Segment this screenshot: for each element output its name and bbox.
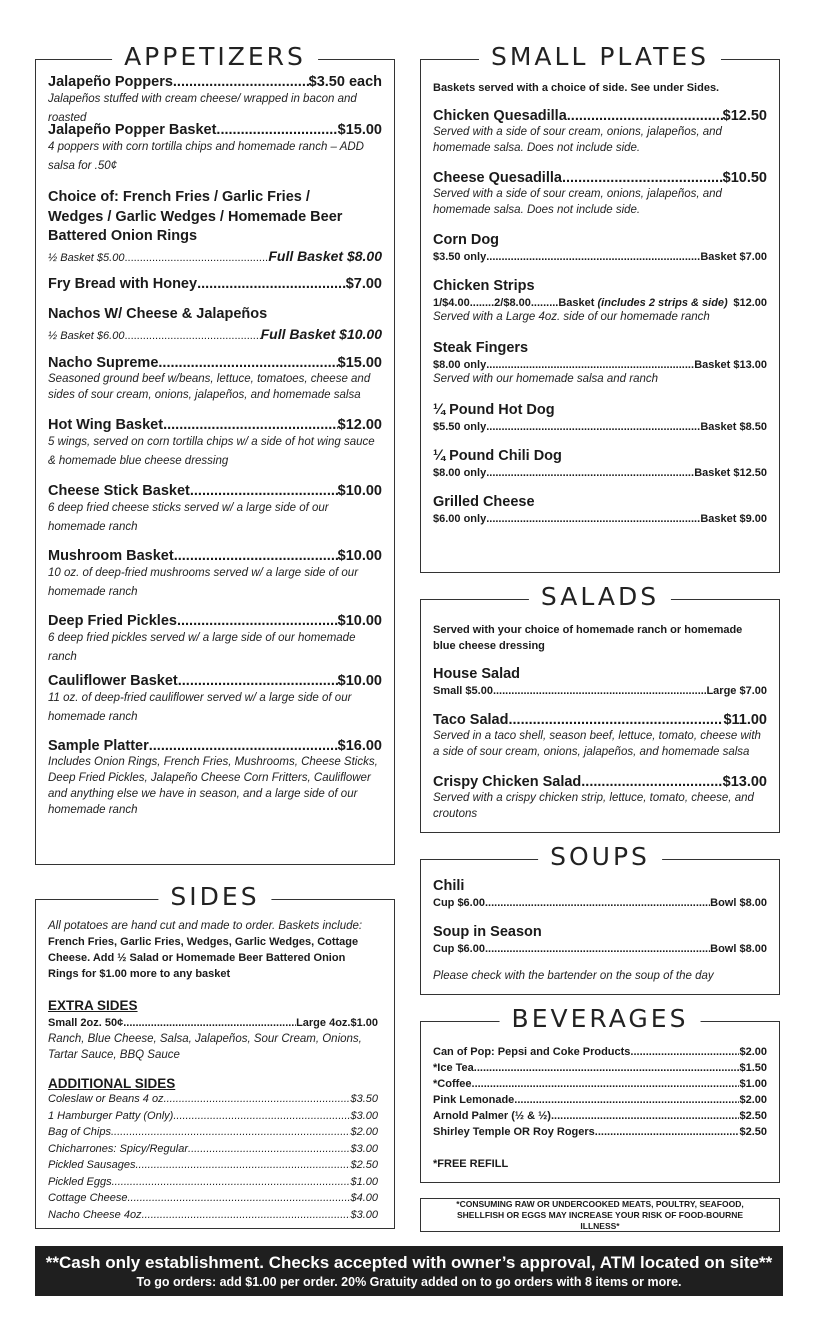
menu-item — [48, 483, 382, 537]
item-name: Soup in Season — [433, 924, 542, 940]
bowl-price: Bowl $8.00 — [710, 897, 767, 909]
item-name: Jalapeño Popper Basket — [48, 122, 217, 138]
extra-small-price: Small 2oz. 50¢ — [48, 1017, 124, 1029]
basket-price: Basket $7.00 — [700, 251, 767, 263]
item-name: Nachos W/ Cheese & Jalapeños — [48, 306, 268, 322]
item-description: 6 deep fried cheese sticks served w/ a large side of our homemade ranch — [48, 502, 329, 533]
small-plates-intro: Baskets served with a choice of side. See under Sides. — [433, 82, 720, 94]
item-name: ¼ Pound Chili Dog — [433, 448, 562, 464]
item-name: Hot Wing Basket — [48, 417, 164, 433]
item-name: Sample Platter — [48, 738, 149, 754]
menu-item — [433, 712, 767, 760]
basket-note: (includes 2 strips & side) — [597, 297, 728, 309]
menu-item — [433, 232, 767, 263]
item-description: 6 deep fried pickles served w/ a large side of our homemade ranch — [48, 632, 356, 663]
only-price: $6.00 only — [433, 513, 487, 525]
item-name: Chicken Quesadilla — [433, 108, 567, 124]
item-description: 4 poppers with corn tortilla chips and homemade ranch – ADD salsa for .50¢ — [48, 141, 364, 172]
only-price: $5.50 only — [433, 421, 487, 433]
item-name: Steak Fingers — [433, 340, 529, 356]
basket-price: Basket $8.50 — [700, 421, 767, 433]
item-description: Served with a Large 4oz. side of our homemade ranch — [433, 311, 710, 323]
small-plates-title: SMALL PLATES — [479, 42, 721, 71]
list-item: Cottage Cheese ..... $4.00 — [48, 1190, 378, 1207]
item-price: $7.00 — [345, 276, 382, 292]
soups-title: SOUPS — [538, 842, 662, 871]
free-refill-note: *FREE REFILL — [433, 1158, 509, 1170]
menu-item — [48, 306, 382, 342]
full-basket-price: Full Basket $8.00 — [268, 247, 382, 264]
cup-price: Cup $6.00 — [433, 897, 485, 909]
additional-sides-heading: ADDITIONAL SIDES — [48, 1076, 176, 1091]
extra-sides-description: Ranch, Blue Cheese, Salsa, Jalapeños, Sour Cream, Onions, Tartar Sauce, BBQ Sauce — [48, 1033, 362, 1061]
item-name: Nacho Supreme — [48, 355, 159, 371]
half-basket-price: ½ Basket $6.00 — [48, 330, 125, 342]
list-item: Pickled Eggs ..... $1.00 — [48, 1174, 378, 1191]
sides-intro — [48, 918, 378, 982]
menu-item — [48, 548, 382, 602]
item-name: Fry Bread with Honey — [48, 276, 198, 292]
salads-title: SALADS — [529, 582, 671, 611]
menu-item — [48, 122, 382, 176]
menu-item — [48, 188, 382, 264]
sides-intro-bold: French Fries, Garlic Fries, Wedges, Garlic Wedges, Cottage Cheese. Add ½ Salad or Homemade Beer Battered Onion Rings for $1.00 more to any basket — [48, 936, 359, 980]
menu-item — [48, 613, 382, 667]
small-plates-section — [420, 42, 780, 573]
list-item: Can of Pop: Pepsi and Coke Products ..... $2.00 — [433, 1044, 767, 1060]
item-price: $10.00 — [337, 548, 382, 564]
list-item: 1 Hamburger Patty (Only) ..... $3.00 — [48, 1108, 378, 1125]
item-price: $13.00 — [722, 774, 767, 790]
menu-item — [433, 774, 767, 822]
full-basket-price: Full Basket $10.00 — [260, 326, 382, 342]
basket-price: Basket $9.00 — [700, 513, 767, 525]
item-price: $15.00 — [337, 122, 382, 138]
sides-title: SIDES — [158, 882, 271, 911]
footer-banner — [35, 1246, 783, 1296]
item-name: Chicken Strips — [433, 278, 535, 294]
item-price: $16.00 — [337, 738, 382, 754]
item-name: Cheese Quesadilla — [433, 170, 562, 186]
item-description: Served in a taco shell, season beef, lettuce, tomato, cheese with a side of sour cream, onions, jalapeños, and homemade salsa — [433, 730, 761, 758]
item-price: $15.00 — [337, 355, 382, 371]
basket-price: Basket $13.00 — [694, 359, 767, 371]
item-price: $10.00 — [337, 483, 382, 499]
salads-intro: Served with your choice of homemade ranch or homemade blue cheese dressing — [433, 624, 743, 652]
item-price: $3.50 each — [308, 74, 382, 90]
menu-item — [433, 666, 767, 697]
item-description: 10 oz. of deep-fried mushrooms served w/ a large side of our homemade ranch — [48, 567, 359, 598]
sides-section — [35, 882, 395, 1229]
menu-item — [48, 738, 382, 818]
item-name: Taco Salad — [433, 712, 509, 728]
menu-item — [48, 355, 382, 403]
menu-item — [48, 673, 382, 727]
item-description: Served with a side of sour cream, onions, jalapeños, and homemade salsa. Does not include side. — [433, 126, 722, 154]
list-item: Coleslaw or Beans 4 oz ..... $3.50 — [48, 1091, 378, 1108]
item-description: 5 wings, served on corn tortilla chips w/ a side of hot wing sauce & homemade blue cheese dressing — [48, 436, 375, 467]
item-name: Grilled Cheese — [433, 494, 535, 510]
small-price: Small $5.00 — [433, 685, 493, 697]
only-price: $3.50 only — [433, 251, 487, 263]
item-description: 11 oz. of deep-fried cauliflower served w/ a large side of our homemade ranch — [48, 692, 352, 723]
menu-item — [433, 878, 767, 909]
menu-item — [433, 278, 767, 325]
menu-item — [433, 402, 767, 433]
item-name: Cheese Stick Basket — [48, 483, 190, 499]
half-basket-price: ½ Basket $5.00 — [48, 251, 125, 264]
menu-item — [433, 448, 767, 479]
item-name: Corn Dog — [433, 232, 500, 248]
basket-price: $12.00 — [733, 297, 767, 309]
menu-item — [433, 494, 767, 525]
menu-item — [433, 170, 767, 218]
large-price: Large $7.00 — [706, 685, 767, 697]
list-item: Chicharrones: Spicy/Regular ..... $3.00 — [48, 1141, 378, 1158]
extra-large-price: Large 4oz.$1.00 — [296, 1017, 378, 1029]
beverages-list — [433, 1044, 767, 1140]
item-description: Seasoned ground beef w/beans, lettuce, tomatoes, cheese and sides of sour cream, onions, jalapeños, and homemade salsa — [48, 373, 371, 401]
list-item: Shirley Temple OR Roy Rogers ..... $2.50 — [433, 1124, 767, 1140]
footer-cash-notice: **Cash only establishment. Checks accepted with owner’s approval, ATM located on site** — [45, 1253, 773, 1272]
soups-note: Please check with the bartender on the soup of the day — [433, 970, 714, 982]
basket-price: Basket $12.50 — [694, 467, 767, 479]
list-item: *Ice Tea ..... $1.50 — [433, 1060, 767, 1076]
list-item: Nacho Cheese 4oz ..... $3.00 — [48, 1207, 378, 1224]
beverages-title: BEVERAGES — [500, 1004, 701, 1033]
item-name: Chili — [433, 878, 465, 894]
menu-item — [433, 108, 767, 156]
beverages-section — [420, 1004, 780, 1183]
list-item: Bag of Chips ..... $2.00 — [48, 1124, 378, 1141]
list-item: Arnold Palmer (½ & ½) ..... $2.50 — [433, 1108, 767, 1124]
item-price: $12.50 — [722, 108, 767, 124]
extra-sides — [48, 998, 378, 1063]
appetizers-title: APPETIZERS — [112, 42, 318, 71]
salads-section — [420, 582, 780, 833]
sides-intro-italic: All potatoes are hand cut and made to order. Baskets include: — [48, 920, 363, 932]
item-name: House Salad — [433, 666, 521, 682]
item-name: Choice of: French Fries / Garlic Fries / Wedges / Garlic Wedges / Homemade Beer Battered Onion Rings — [48, 189, 343, 244]
menu-item — [433, 924, 767, 955]
item-description: Served with our homemade salsa and ranch — [433, 373, 659, 385]
health-warning: *CONSUMING RAW OR UNDERCOOKED MEATS, POULTRY, SEAFOOD, SHELLFISH OR EGGS MAY INCREASE YOUR RISK OF FOOD-BOURNE ILLNESS* — [420, 1198, 780, 1232]
item-name: Cauliflower Basket — [48, 673, 178, 689]
item-description: Served with a side of sour cream, onions, jalapeños, and homemade salsa. Does not include side. — [433, 188, 722, 216]
item-price: $10.50 — [722, 170, 767, 186]
extra-sides-heading: EXTRA SIDES — [48, 998, 138, 1013]
list-item: *Coffee ..... $1.00 — [433, 1076, 767, 1092]
soups-section — [420, 842, 780, 995]
item-name: Crispy Chicken Salad — [433, 774, 582, 790]
additional-sides — [48, 1076, 378, 1223]
footer-to-go-notice: To go orders: add $1.00 per order. 20% Gratuity added on to go orders with 8 items or more. — [136, 1275, 682, 1289]
item-name: Jalapeño Poppers — [48, 74, 173, 90]
item-description: Includes Onion Rings, French Fries, Mushrooms, Cheese Sticks, Deep Fried Pickles, Jalapeño Cheese Corn Fritters, Cauliflower and anything else we have in season, and a large side of our homemade ranch — [48, 756, 378, 816]
bowl-price: Bowl $8.00 — [710, 943, 767, 955]
item-description: Jalapeños stuffed with cream cheese/ wrapped in bacon and roasted — [48, 93, 357, 124]
item-name: Mushroom Basket — [48, 548, 174, 564]
menu-item — [48, 74, 382, 128]
only-price: $8.00 only — [433, 467, 487, 479]
item-price: $12.00 — [337, 417, 382, 433]
menu-item — [433, 340, 767, 387]
item-price: $11.00 — [723, 712, 767, 728]
strip-prices: 1/$4.00........2/$8.00.........Basket — [433, 297, 595, 309]
cup-price: Cup $6.00 — [433, 943, 485, 955]
only-price: $8.00 only — [433, 359, 487, 371]
item-price: $10.00 — [337, 613, 382, 629]
item-name: Deep Fried Pickles — [48, 613, 177, 629]
item-price: $10.00 — [337, 673, 382, 689]
list-item: Pickled Sausages ..... $2.50 — [48, 1157, 378, 1174]
menu-item — [48, 417, 382, 471]
menu-item — [48, 276, 382, 292]
list-item: Pink Lemonade ..... $2.00 — [433, 1092, 767, 1108]
appetizers-section — [35, 42, 395, 865]
item-name: ¼ Pound Hot Dog — [433, 402, 555, 418]
item-description: Served with a crispy chicken strip, lettuce, tomato, cheese, and croutons — [433, 792, 754, 820]
